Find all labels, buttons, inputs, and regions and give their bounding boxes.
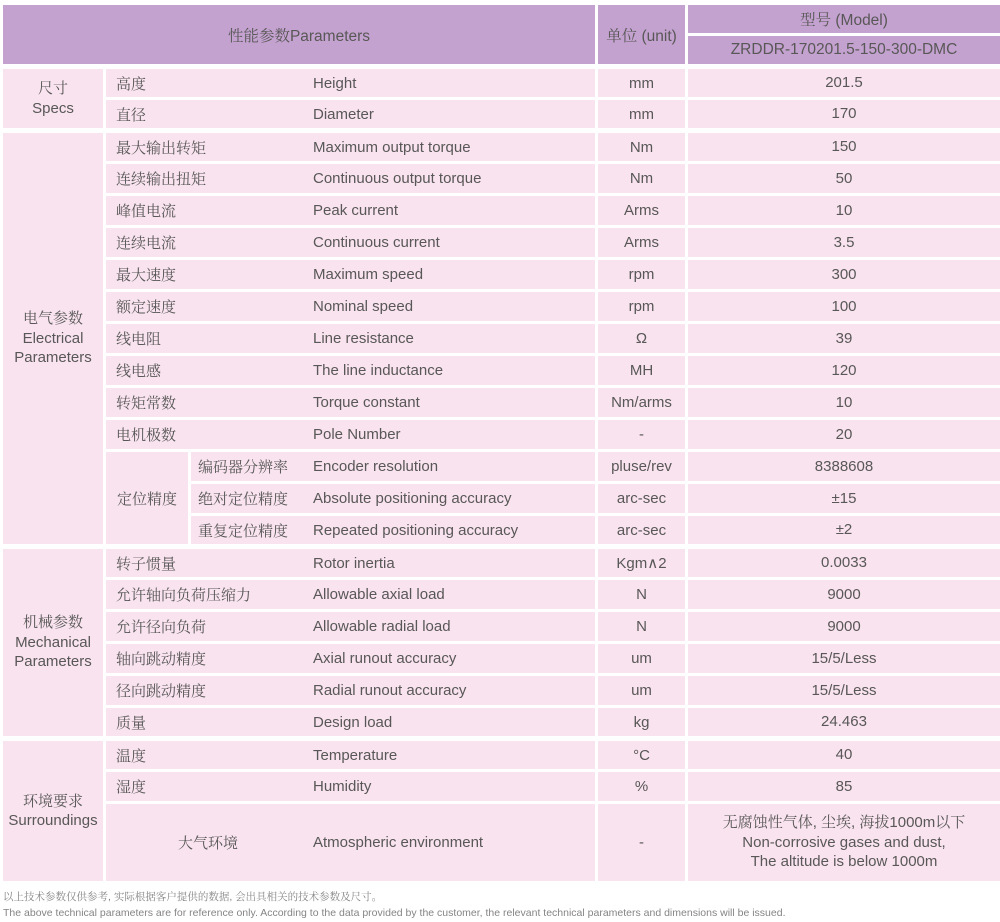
value-cell: 300 bbox=[687, 259, 1000, 291]
section-name-cn: 电气参数 bbox=[3, 309, 103, 329]
unit-cell: °C bbox=[597, 739, 687, 771]
param-row bbox=[2, 707, 1000, 739]
param-row bbox=[2, 611, 1000, 643]
param-label-en: Torque constant bbox=[310, 394, 595, 411]
value-cell: ±15 bbox=[687, 483, 1000, 515]
value-cell: 150 bbox=[687, 131, 1000, 163]
param-label-cn: 最大速度 bbox=[106, 264, 310, 285]
footnote-line-cn: 以上技术参数仅供参考, 实际根据客户提供的数据, 会出具相关的技术参数及尺寸。 bbox=[3, 890, 997, 906]
param-label-cell bbox=[105, 803, 597, 883]
param-label-wrap bbox=[106, 648, 595, 669]
param-row bbox=[2, 131, 1000, 163]
param-label-cn: 转子惯量 bbox=[106, 553, 310, 574]
unit-cell: N bbox=[597, 611, 687, 643]
unit-cell: kg bbox=[597, 707, 687, 739]
param-row bbox=[2, 67, 1000, 99]
param-label-wrap bbox=[106, 137, 595, 158]
footnote bbox=[0, 884, 1000, 922]
unit-cell: Nm bbox=[597, 163, 687, 195]
param-label-cn: 高度 bbox=[106, 73, 310, 94]
value-cell: 10 bbox=[687, 387, 1000, 419]
value-cell: ±2 bbox=[687, 515, 1000, 547]
value-cell: 15/5/Less bbox=[687, 643, 1000, 675]
param-label-en: Continuous output torque bbox=[310, 170, 595, 187]
param-label-wrap bbox=[106, 264, 595, 285]
param-label-cn: 径向跳动精度 bbox=[106, 680, 310, 701]
unit-cell: um bbox=[597, 675, 687, 707]
param-label-en: Height bbox=[310, 75, 595, 92]
param-row bbox=[2, 419, 1000, 451]
param-row bbox=[2, 355, 1000, 387]
param-row bbox=[2, 259, 1000, 291]
param-label-wrap bbox=[106, 745, 595, 766]
param-label-wrap bbox=[191, 488, 595, 509]
value-cell: 170 bbox=[687, 99, 1000, 131]
section-name-en: Surroundings bbox=[3, 811, 103, 831]
model-value-cell: ZRDDR-170201.5-150-300-DMC bbox=[687, 35, 1000, 67]
section-name-cell bbox=[2, 547, 105, 739]
unit-cell: um bbox=[597, 643, 687, 675]
section-name-cn: 环境要求 bbox=[3, 792, 103, 812]
param-label-wrap bbox=[106, 616, 595, 637]
param-label-en: Radial runout accuracy bbox=[310, 682, 595, 699]
param-label-cell bbox=[105, 99, 597, 131]
section-name-en: Parameters bbox=[3, 652, 103, 672]
value-cell: 50 bbox=[687, 163, 1000, 195]
param-label-en: Nominal speed bbox=[310, 298, 595, 315]
model-header-cell: 型号 (Model) bbox=[687, 4, 1000, 35]
value-line: 无腐蚀性气体, 尘埃, 海拔1000m以下 bbox=[688, 813, 1000, 833]
table-body bbox=[2, 67, 1000, 883]
param-label-cell bbox=[105, 355, 597, 387]
param-label-en: Absolute positioning accuracy bbox=[310, 490, 595, 507]
param-row bbox=[2, 99, 1000, 131]
param-label-cn: 允许径向负荷 bbox=[106, 616, 310, 637]
param-label-wrap bbox=[106, 104, 595, 125]
param-label-wrap bbox=[106, 424, 595, 445]
param-label-cn: 峰值电流 bbox=[106, 200, 310, 221]
param-label-wrap bbox=[106, 553, 595, 574]
param-label-cell bbox=[105, 643, 597, 675]
param-row bbox=[2, 675, 1000, 707]
value-cell bbox=[687, 803, 1000, 883]
section-name-en: Specs bbox=[3, 99, 103, 119]
section-name-cn: 机械参数 bbox=[3, 613, 103, 633]
value-cell: 201.5 bbox=[687, 67, 1000, 99]
param-label-en: Diameter bbox=[310, 106, 595, 123]
unit-cell: Nm bbox=[597, 131, 687, 163]
section-name-cell bbox=[2, 67, 105, 131]
param-row bbox=[2, 451, 1000, 483]
section-name-cell bbox=[2, 131, 105, 547]
param-label-wrap bbox=[106, 168, 595, 189]
param-label-en: The line inductance bbox=[310, 362, 595, 379]
param-label-cn: 连续电流 bbox=[106, 232, 310, 253]
param-label-wrap bbox=[106, 776, 595, 797]
param-label-cn: 重复定位精度 bbox=[191, 520, 310, 541]
spec-table bbox=[0, 2, 1000, 884]
param-label-en: Continuous current bbox=[310, 234, 595, 251]
section-name-cell bbox=[2, 739, 105, 883]
param-row bbox=[2, 547, 1000, 579]
value-cell: 9000 bbox=[687, 579, 1000, 611]
value-cell: 8388608 bbox=[687, 451, 1000, 483]
param-label-cell bbox=[105, 739, 597, 771]
param-label-en: Humidity bbox=[310, 778, 595, 795]
value-cell: 24.463 bbox=[687, 707, 1000, 739]
param-label-en: Design load bbox=[310, 714, 595, 731]
param-label-cell bbox=[105, 323, 597, 355]
param-label-cn: 允许轴向负荷压缩力 bbox=[106, 584, 310, 605]
param-label-en: Maximum output torque bbox=[310, 139, 595, 156]
unit-cell: Arms bbox=[597, 195, 687, 227]
value-cell: 40 bbox=[687, 739, 1000, 771]
unit-cell: Arms bbox=[597, 227, 687, 259]
unit-cell: - bbox=[597, 803, 687, 883]
param-label-cn: 编码器分辨率 bbox=[191, 456, 310, 477]
value-cell: 0.0033 bbox=[687, 547, 1000, 579]
value-cell: 85 bbox=[687, 771, 1000, 803]
param-row bbox=[2, 387, 1000, 419]
param-label-cell bbox=[105, 259, 597, 291]
parameters-header-cell: 性能参数Parameters bbox=[2, 4, 597, 67]
param-row bbox=[2, 771, 1000, 803]
unit-cell: - bbox=[597, 419, 687, 451]
param-label-cn: 湿度 bbox=[106, 776, 310, 797]
unit-cell: rpm bbox=[597, 291, 687, 323]
value-cell: 10 bbox=[687, 195, 1000, 227]
value-cell: 15/5/Less bbox=[687, 675, 1000, 707]
unit-cell: arc-sec bbox=[597, 483, 687, 515]
param-label-cn: 最大输出转矩 bbox=[106, 137, 310, 158]
param-row bbox=[2, 163, 1000, 195]
param-label-cn: 质量 bbox=[106, 712, 310, 733]
unit-cell: Nm/arms bbox=[597, 387, 687, 419]
param-label-cell bbox=[105, 387, 597, 419]
value-cell: 100 bbox=[687, 291, 1000, 323]
value-cell: 120 bbox=[687, 355, 1000, 387]
value-line: The altitude is below 1000m bbox=[688, 852, 1000, 872]
param-label-wrap bbox=[191, 520, 595, 541]
param-label-wrap bbox=[106, 296, 595, 317]
param-row bbox=[2, 643, 1000, 675]
param-label-cell bbox=[105, 67, 597, 99]
param-row bbox=[2, 739, 1000, 771]
group-label-cell: 定位精度 bbox=[105, 451, 190, 547]
param-label-en: Rotor inertia bbox=[310, 555, 595, 572]
param-label-cn: 绝对定位精度 bbox=[191, 488, 310, 509]
param-label-en: Maximum speed bbox=[310, 266, 595, 283]
unit-cell: arc-sec bbox=[597, 515, 687, 547]
param-label-en: Temperature bbox=[310, 747, 595, 764]
param-row bbox=[2, 579, 1000, 611]
param-label-wrap bbox=[106, 584, 595, 605]
unit-cell: rpm bbox=[597, 259, 687, 291]
section-name-en: Mechanical bbox=[3, 633, 103, 653]
param-label-en: Allowable radial load bbox=[310, 618, 595, 635]
param-label-cell bbox=[105, 675, 597, 707]
unit-cell: mm bbox=[597, 67, 687, 99]
param-row bbox=[2, 291, 1000, 323]
unit-header-cell: 单位 (unit) bbox=[597, 4, 687, 67]
param-label-wrap bbox=[106, 832, 595, 853]
section-name-cn: 尺寸 bbox=[3, 79, 103, 99]
param-label-en: Axial runout accuracy bbox=[310, 650, 595, 667]
param-label-cn: 温度 bbox=[106, 745, 310, 766]
param-label-cell bbox=[190, 451, 597, 483]
param-label-wrap bbox=[106, 73, 595, 94]
param-row bbox=[2, 195, 1000, 227]
unit-cell: Ω bbox=[597, 323, 687, 355]
param-label-cn: 线电阻 bbox=[106, 328, 310, 349]
param-label-wrap bbox=[106, 392, 595, 413]
param-label-wrap bbox=[106, 680, 595, 701]
param-label-cn: 转矩常数 bbox=[106, 392, 310, 413]
param-label-cell bbox=[190, 483, 597, 515]
param-label-cell bbox=[105, 195, 597, 227]
param-label-wrap bbox=[106, 200, 595, 221]
param-label-cell bbox=[105, 131, 597, 163]
unit-cell: mm bbox=[597, 99, 687, 131]
param-label-en: Repeated positioning accuracy bbox=[310, 522, 595, 539]
param-label-en: Peak current bbox=[310, 202, 595, 219]
param-label-cell bbox=[105, 771, 597, 803]
param-label-cell bbox=[105, 611, 597, 643]
value-cell: 9000 bbox=[687, 611, 1000, 643]
unit-cell: MH bbox=[597, 355, 687, 387]
param-row bbox=[2, 227, 1000, 259]
param-label-cn: 轴向跳动精度 bbox=[106, 648, 310, 669]
unit-cell: pluse/rev bbox=[597, 451, 687, 483]
section-name-en: Parameters bbox=[3, 348, 103, 368]
param-label-cell bbox=[105, 547, 597, 579]
param-row bbox=[2, 803, 1000, 883]
param-label-cn: 额定速度 bbox=[106, 296, 310, 317]
param-label-en: Line resistance bbox=[310, 330, 595, 347]
param-label-cell bbox=[105, 291, 597, 323]
value-cell: 39 bbox=[687, 323, 1000, 355]
value-line: Non-corrosive gases and dust, bbox=[688, 833, 1000, 853]
param-label-cn: 连续输出扭矩 bbox=[106, 168, 310, 189]
section-name-en: Electrical bbox=[3, 329, 103, 349]
param-label-cell bbox=[105, 707, 597, 739]
param-label-wrap bbox=[106, 712, 595, 733]
unit-cell: N bbox=[597, 579, 687, 611]
param-label-cell bbox=[105, 163, 597, 195]
param-label-cn: 电机极数 bbox=[106, 424, 310, 445]
unit-cell: Kgm∧2 bbox=[597, 547, 687, 579]
param-label-en: Atmospheric environment bbox=[310, 834, 595, 851]
value-cell: 20 bbox=[687, 419, 1000, 451]
param-row bbox=[2, 323, 1000, 355]
param-label-wrap bbox=[191, 456, 595, 477]
param-label-wrap bbox=[106, 360, 595, 381]
table-header bbox=[2, 4, 1000, 67]
param-label-wrap bbox=[106, 328, 595, 349]
param-label-wrap bbox=[106, 232, 595, 253]
footnote-line-en: The above technical parameters are for reference only. According to the data provided by the customer, the relevant technical parameters and dimensions will be issued. bbox=[3, 906, 997, 922]
value-cell: 3.5 bbox=[687, 227, 1000, 259]
param-label-cell bbox=[105, 419, 597, 451]
unit-cell: % bbox=[597, 771, 687, 803]
param-label-cell bbox=[105, 579, 597, 611]
param-label-cn: 线电感 bbox=[106, 360, 310, 381]
header-row-1 bbox=[2, 4, 1000, 35]
param-label-cn: 大气环境 bbox=[106, 832, 310, 853]
param-label-cn: 直径 bbox=[106, 104, 310, 125]
param-label-en: Allowable axial load bbox=[310, 586, 595, 603]
param-label-en: Pole Number bbox=[310, 426, 595, 443]
param-label-en: Encoder resolution bbox=[310, 458, 595, 475]
param-label-cell bbox=[105, 227, 597, 259]
param-label-cell bbox=[190, 515, 597, 547]
